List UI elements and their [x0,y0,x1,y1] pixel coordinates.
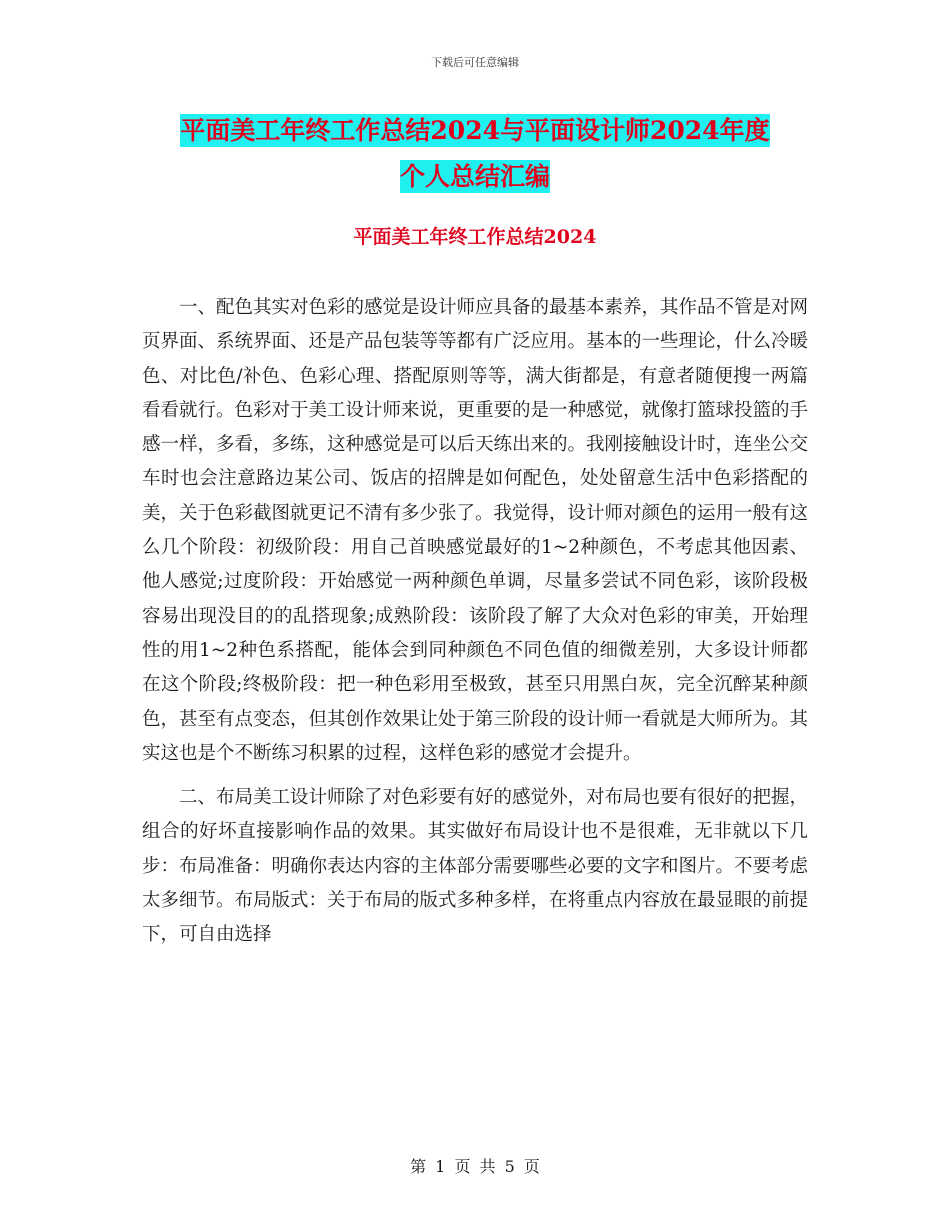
body-text [142,291,808,953]
paragraph-layout: 二、布局美工设计师除了对色彩要有好的感觉外，对布局也要有很好的把握，组合的好坏直接影响作品的效果。其实做好布局设计也不是很难，无非就以下几步：布局准备：明确你表达内容的主体部分需要哪些必要的文字和图片。不要考虑太多细节。布局版式：关于布局的版式多种多样，在将重点内容放在最显眼的前提下，可自由选择 [142,787,809,946]
document-title-line-1: 平面美工年终工作总结2024与平面设计师2024年度 [180,116,770,145]
document-title [0,108,950,200]
page-footer: 第 1 页 共 5 页 [410,1157,540,1176]
section-title: 平面美工年终工作总结2024 [353,226,597,248]
header-note: 下载后可任意编辑 [431,56,519,69]
paragraph-color: 一、配色其实对色彩的感觉是设计师应具备的最基本素养，其作品不管是对网页界面、系统界面、还是产品包装等等都有广泛应用。基本的一些理论，什么冷暖色、对比色/补色、色彩心理、搭配原则等等，满大街都是，有意者随便搜一两篇看看就行。色彩对于美工设计师来说，更重要的是一种感觉，就像打篮球投篮的手感一样，多看，多练，这种感觉是可以后天练出来的。我刚接触设计时，连坐公交车时也会注意路边某公司、饭店的招牌是如何配色，处处留意生活中色彩搭配的美，关于色彩截图就更记不清有多少张了。我觉得，设计师对颜色的运用一般有这么几个阶段：初级阶段：用自己首映感觉最好的1~2种颜色，不考虑其他因素、他人感觉;过度阶段：开始感觉一两种颜色单调，尽量多尝试不同色彩，该阶段极容易出现没目的的乱搭现象;成熟阶段：该阶段了解了大众对色彩的审美，开始理性的用1~2种色系搭配，能体会到同种颜色不同色值的细微差别，大多设计师都在这个阶段;终极阶段：把一种色彩用至极致，甚至只用黑白灰，完全沉醉某种颜色，甚至有点变态，但其创作效果让处于第三阶段的设计师一看就是大师所为。其实这也是个不断练习积累的过程，这样色彩的感觉才会提升。 [142,297,809,764]
document-title-line-2: 个人总结汇编 [399,162,550,191]
